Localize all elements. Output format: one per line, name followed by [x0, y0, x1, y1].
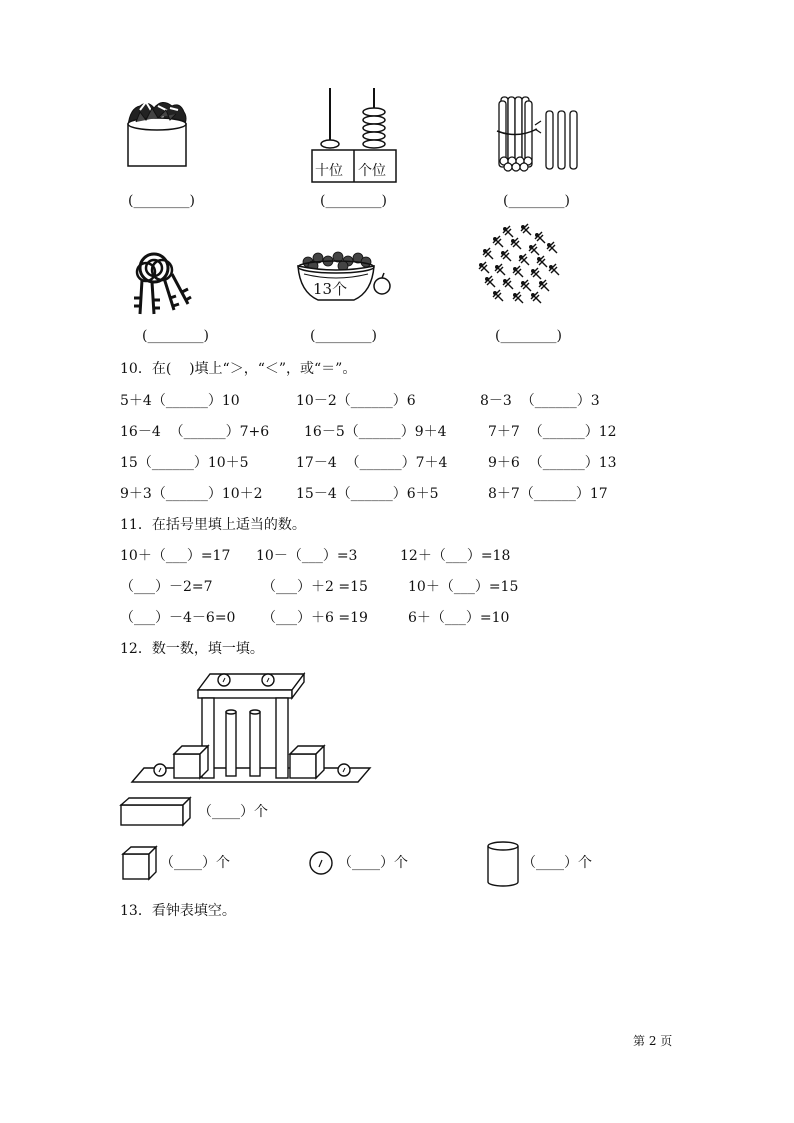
q11-r2-c1[interactable]: （___）－2=7 — [120, 579, 213, 595]
q11-title: 11．在括号里填上适当的数。 — [120, 517, 306, 533]
q11-r2-c2[interactable]: （___）＋2 =15 — [262, 579, 368, 595]
q9-blank-2[interactable]: (________) — [320, 193, 387, 209]
q10-r1-c2[interactable]: 10－2（______）6 — [296, 393, 416, 409]
q11-r1-c2[interactable]: 10－（___）=3 — [256, 548, 358, 564]
q9-blank-4[interactable]: (________) — [142, 328, 209, 344]
q10-r4-c3[interactable]: 8＋7（______）17 — [488, 486, 608, 502]
q10-r3-c1[interactable]: 15（______）10＋5 — [120, 455, 249, 471]
q11-r2-c3[interactable]: 10＋（___）=15 — [408, 579, 519, 595]
q10-r4-c2[interactable]: 15－4（______）6＋5 — [296, 486, 439, 502]
basket-picture — [118, 98, 198, 173]
q10-r4-c1[interactable]: 9＋3（______）10＋2 — [120, 486, 263, 502]
abacus-tens-label: 十位 — [315, 163, 343, 179]
q10-r1-c1[interactable]: 5＋4（______）10 — [120, 393, 240, 409]
sphere-icon — [308, 850, 334, 876]
q11-r3-c2[interactable]: （___）＋6 =19 — [262, 610, 368, 626]
q9-blank-5[interactable]: (________) — [310, 328, 377, 344]
q10-r2-c1[interactable]: 16－4 （______）7+6 — [120, 424, 270, 440]
page-number: 第 2 页 — [633, 1034, 673, 1048]
cylinder-icon — [486, 840, 520, 888]
sticks-picture — [495, 95, 590, 175]
dragonflies-picture — [476, 224, 566, 308]
cylinder-count[interactable]: （____）个 — [522, 855, 592, 871]
sphere-count[interactable]: （____）个 — [338, 855, 408, 871]
cuboid-icon — [120, 797, 192, 827]
cube-count[interactable]: （____）个 — [160, 855, 230, 871]
q11-r3-c3[interactable]: 6＋（___）=10 — [408, 610, 510, 626]
keys-picture — [128, 248, 198, 318]
q10-r3-c3[interactable]: 9＋6 （______）13 — [488, 455, 617, 471]
q9-blank-3[interactable]: (________) — [503, 193, 570, 209]
q10-r2-c2[interactable]: 16－5（______）9＋4 — [304, 424, 447, 440]
q12-title: 12．数一数，填一填。 — [120, 641, 264, 657]
block-structure-picture — [130, 668, 375, 788]
q10-title: 10．在( )填上“＞，“＜”，或“＝”。 — [120, 361, 357, 377]
cube-icon — [122, 846, 158, 880]
abacus-ones-label: 个位 — [358, 163, 386, 179]
cuboid-count[interactable]: （____）个 — [198, 804, 268, 820]
q9-blank-1[interactable]: (________) — [128, 193, 195, 209]
q11-r1-c3[interactable]: 12＋（___）=18 — [400, 548, 511, 564]
q11-r3-c1[interactable]: （___）－4－6=0 — [120, 610, 236, 626]
q10-r3-c2[interactable]: 17－4 （______）7＋4 — [296, 455, 448, 471]
q10-r1-c3[interactable]: 8－3 （______）3 — [480, 393, 600, 409]
q11-r1-c1[interactable]: 10＋（___）=17 — [120, 548, 231, 564]
q10-r2-c3[interactable]: 7＋7 （______）12 — [488, 424, 617, 440]
q9-blank-6[interactable]: (________) — [495, 328, 562, 344]
apples-count-label: 13个 — [313, 280, 348, 298]
q13-title: 13．看钟表填空。 — [120, 903, 236, 919]
